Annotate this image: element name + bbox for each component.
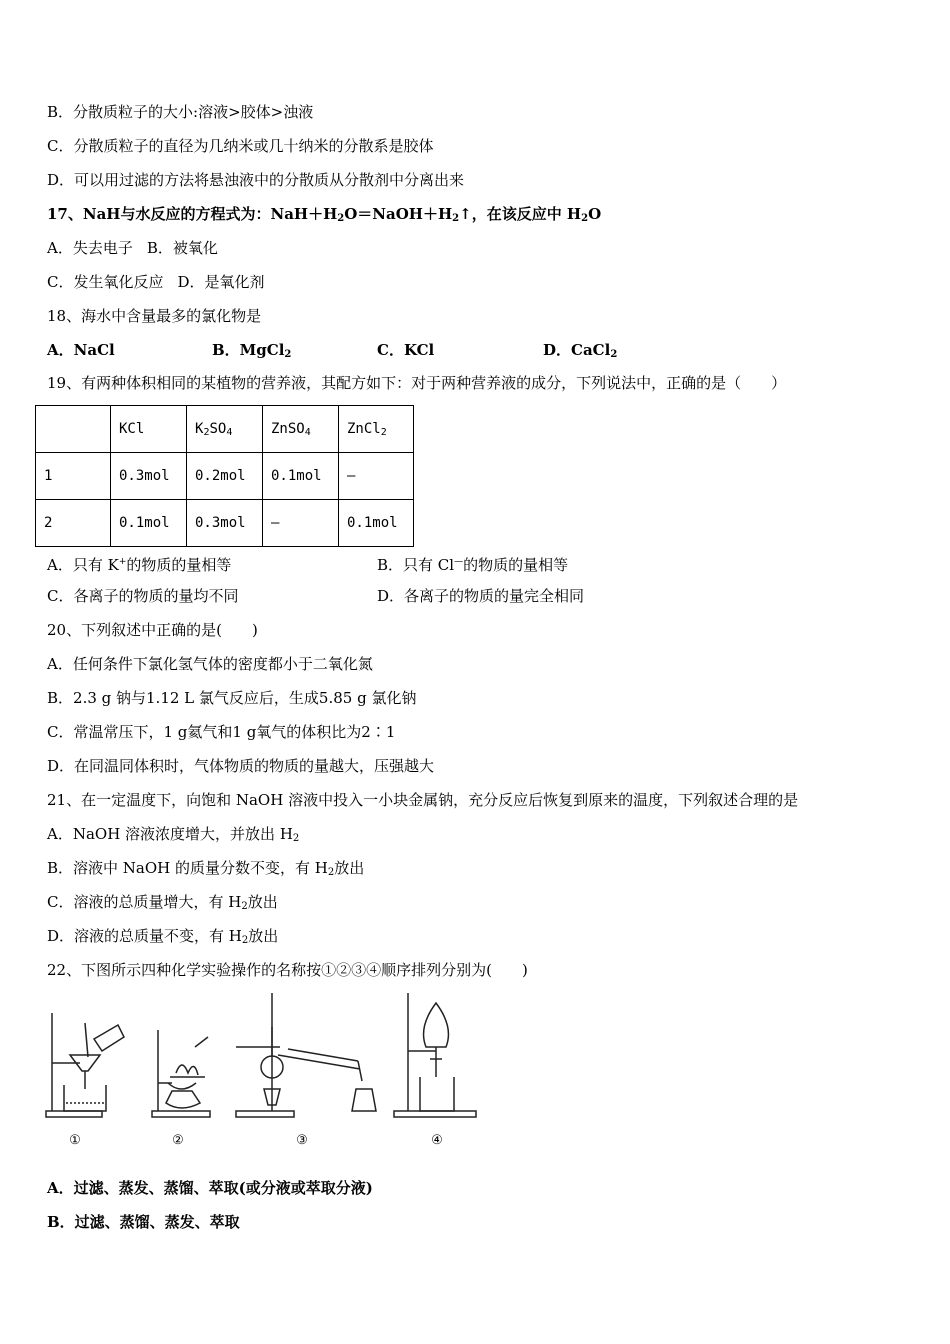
- q18-option-d: D．CaCl$_2$: [543, 341, 618, 360]
- q16-option-b: B．分散质粒子的大小:溶液>胶体>浊液: [47, 103, 314, 121]
- q20-option-b: B．2.3 g 钠与1.12 L 氯气反应后，生成5.85 g 氯化钠: [47, 689, 417, 707]
- table-cell: 2: [36, 500, 111, 547]
- q18-stem: 18、海水中含量最多的氯化物是: [47, 307, 262, 325]
- q17-option-b: B．被氧化: [146, 239, 218, 257]
- table-header-cell: ZnCl$_2$: [339, 406, 414, 453]
- q18-option-c: C．KCl: [377, 341, 435, 359]
- q22-option-a: A．过滤、蒸发、蒸馏、萃取(或分液或萃取分液): [47, 1179, 373, 1197]
- q17-option-c: C．发生氧化反应: [47, 273, 164, 291]
- table-cell: 0.1mol: [111, 500, 187, 547]
- q21-option-b: B．溶液中 NaOH 的质量分数不变，有 $H_2$放出: [47, 859, 365, 878]
- q18-option-a: A．NaCl: [47, 341, 115, 359]
- q18-option-b: B．MgCl$_2$: [212, 341, 292, 360]
- q17-options-row2: [47, 272, 265, 292]
- nutrient-table: [35, 405, 414, 547]
- table-header-row: [36, 406, 414, 453]
- q22-stem: 22、下图所示四种化学实验操作的名称按①②③④顺序排列分别为( ): [47, 961, 528, 979]
- table-cell: 0.1mol: [339, 500, 414, 547]
- q19-option-d: D．各离子的物质的量完全相同: [377, 587, 585, 605]
- q16-option-c: C．分散质粒子的直径为几纳米或几十纳米的分散系是胶体: [47, 137, 434, 155]
- table-header-cell: KCl: [111, 406, 187, 453]
- lab-apparatus-drawing: [40, 985, 490, 1130]
- q17-option-d: D．是氧化剂: [177, 273, 265, 291]
- table-header-cell: ZnSO$_4$: [263, 406, 339, 453]
- table-row: [36, 453, 414, 500]
- table-cell: 0.1mol: [263, 453, 339, 500]
- table-header-cell: $K_2SO_4$: [187, 406, 263, 453]
- q20-option-c: C．常温常压下，1 g氦气和1 g氧气的体积比为2∶1: [47, 723, 396, 741]
- q20-option-d: D．在同温同体积时，气体物质的物质的量越大，压强越大: [47, 757, 435, 775]
- q22-option-b: B．过滤、蒸馏、蒸发、萃取: [47, 1213, 240, 1231]
- table-cell: 0.3mol: [111, 453, 187, 500]
- q17-stem: 17、NaH与水反应的方程式为：$NaH+H_2O=NaOH+H_2↑$，在该反应中 $H_2O$: [47, 205, 602, 224]
- figure-label-1: ①: [69, 1133, 81, 1148]
- q21-option-a: A．NaOH 溶液浓度增大，并放出 $H_2$: [47, 825, 300, 844]
- q19-option-a: A．只有 K+的物质的量相等: [47, 556, 232, 574]
- q21-option-c: C．溶液的总质量增大，有 $H_2$放出: [47, 893, 278, 912]
- lab-apparatus-figure: [40, 985, 490, 1155]
- table-cell: —: [339, 453, 414, 500]
- table-cell: 0.3mol: [187, 500, 263, 547]
- figure-label-4: ④: [431, 1133, 443, 1148]
- table-cell: 1: [36, 453, 111, 500]
- q19-option-c: C．各离子的物质的量均不同: [47, 587, 239, 605]
- q20-option-a: A．任何条件下氯化氢气体的密度都小于二氧化氮: [47, 655, 373, 673]
- table-cell: —: [263, 500, 339, 547]
- q17-options-row1: [47, 238, 218, 258]
- q19-stem: 19、有两种体积相同的某植物的营养液，其配方如下：对于两种营养液的成分，下列说法中，正确的是（ ）: [47, 374, 787, 392]
- table-header-cell: [36, 406, 111, 453]
- q20-stem: 20、下列叙述中正确的是( ): [47, 621, 258, 639]
- q21-option-d: D．溶液的总质量不变，有 $H_2$放出: [47, 927, 279, 946]
- table-row: [36, 500, 414, 547]
- figure-label-3: ③: [296, 1133, 308, 1148]
- q16-option-d: D．可以用过滤的方法将悬浊液中的分散质从分散剂中分离出来: [47, 171, 465, 189]
- table-cell: 0.2mol: [187, 453, 263, 500]
- q19-option-b: B．只有 Cl—的物质的量相等: [377, 556, 569, 574]
- q21-stem: 21、在一定温度下，向饱和 NaOH 溶液中投入一小块金属钠，充分反应后恢复到原来的温度，下列叙述合理的是: [47, 791, 799, 809]
- figure-label-2: ②: [172, 1133, 184, 1148]
- q17-option-a: A．失去电子: [47, 239, 133, 257]
